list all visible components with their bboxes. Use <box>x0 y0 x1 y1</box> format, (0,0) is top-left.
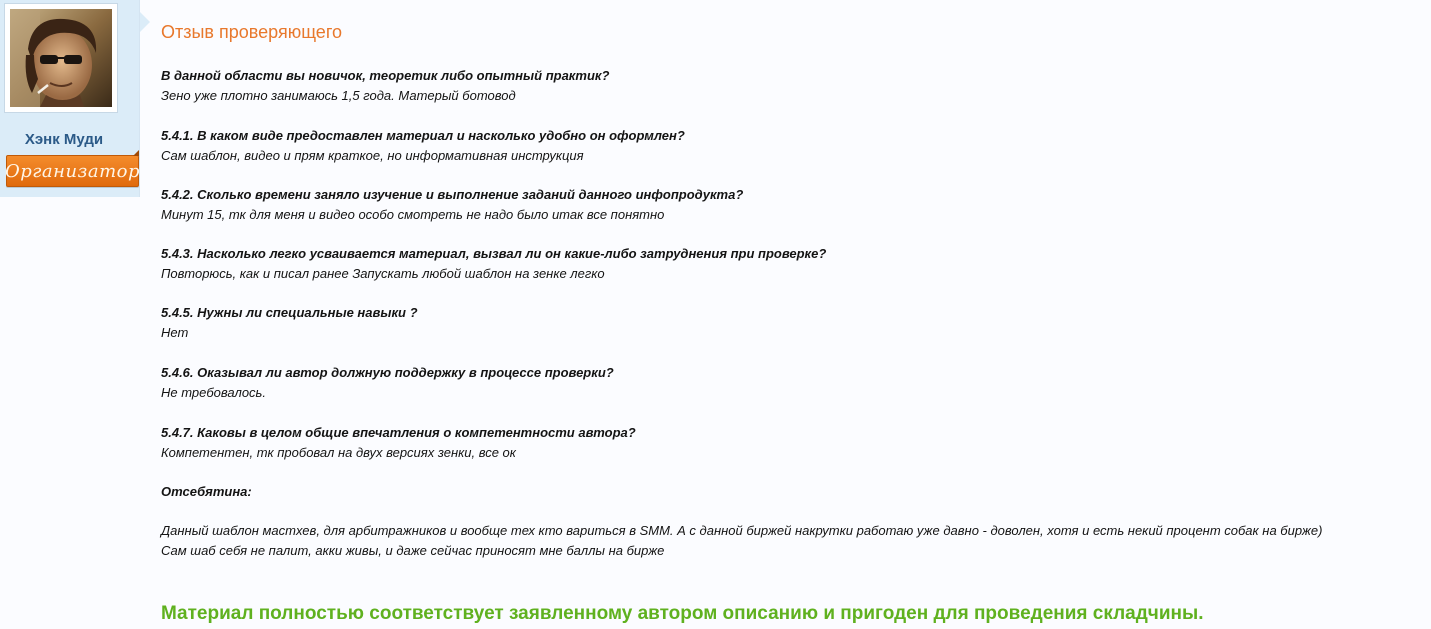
review-title: Отзыв проверяющего <box>161 22 342 42</box>
qa-item <box>161 185 743 225</box>
qa-item <box>161 423 636 463</box>
avatar[interactable] <box>4 3 118 113</box>
extra-line: Сам шаб себя не палит, акки живы, и даже сейчас приносят мне баллы на бирже <box>161 543 665 558</box>
question: 5.4.1. В каком виде предоставлен материал и насколько удобно он оформлен? <box>161 128 685 143</box>
question: 5.4.3. Насколько легко усваивается материал, вызвал ли он какие-либо затруднения при проверке? <box>161 246 827 261</box>
answer: Сам шаблон, видео и прям краткое, но информативная инструкция <box>161 148 584 163</box>
qa-item <box>161 126 685 166</box>
role-badge: Организатор <box>6 155 139 187</box>
question: 5.4.5. Нужны ли специальные навыки ? <box>161 305 418 320</box>
extra-label: Отсебятина: <box>161 484 252 499</box>
username[interactable]: Хэнк Муди <box>24 131 104 148</box>
extra-section <box>161 482 252 502</box>
user-panel <box>0 0 140 197</box>
question: 5.4.2. Сколько времени заняло изучение и выполнение заданий данного инфопродукта? <box>161 187 744 202</box>
answer: Не требовалось. <box>161 385 267 400</box>
extra-text <box>161 521 1322 561</box>
verdict: Материал полностью соответствует заявленному автором описанию и пригоден для проведения складчины. <box>161 603 1204 624</box>
qa-item <box>161 303 418 343</box>
question: В данной области вы новичок, теоретик либо опытный практик? <box>161 68 610 83</box>
avatar-image <box>10 9 112 107</box>
qa-item <box>161 66 609 106</box>
extra-line: Данный шаблон мастхев, для арбитражников и вообще тех кто вариться в SMM. А с данной биржей накрутки работаю уже давно - доволен, хотя и есть некий процент собак на бирже) <box>161 523 1323 538</box>
question: 5.4.7. Каковы в целом общие впечатления о компетентности автора? <box>161 425 636 440</box>
answer: Минут 15, тк для меня и видео особо смотреть не надо было итак все понятно <box>161 207 665 222</box>
answer: Компетентен, тк пробовал на двух версиях зенки, все ок <box>161 445 516 460</box>
answer: Зено уже плотно занимаюсь 1,5 года. Матерый ботовод <box>161 88 516 103</box>
qa-item <box>161 244 826 284</box>
question: 5.4.6. Оказывал ли автор должную поддержку в процессе проверки? <box>161 365 614 380</box>
qa-item <box>161 363 614 403</box>
answer: Нет <box>161 325 189 340</box>
answer: Повторюсь, как и писал ранее Запускать любой шаблон на зенке легко <box>161 266 605 281</box>
